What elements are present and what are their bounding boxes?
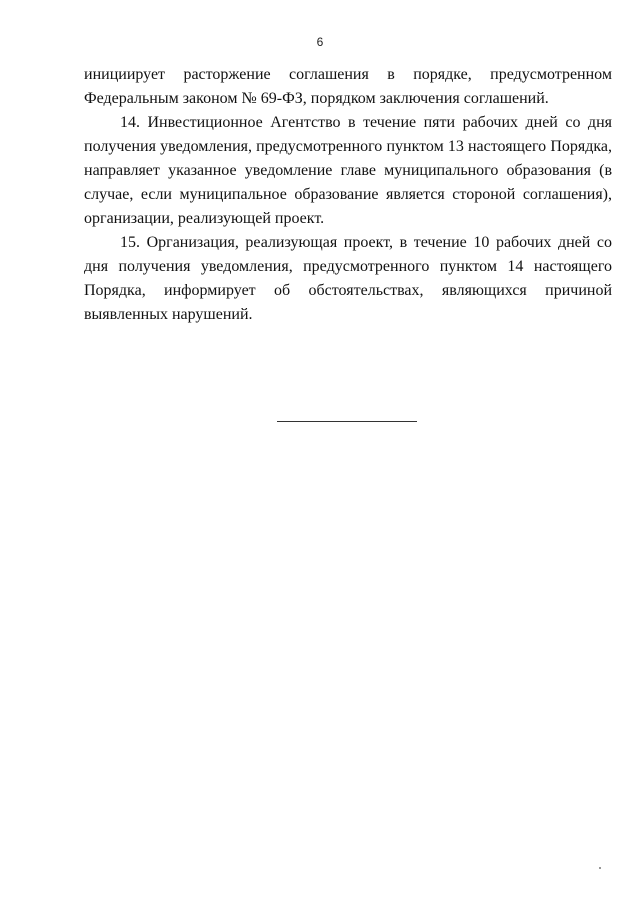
end-separator-line — [277, 421, 417, 422]
scan-speck — [599, 867, 601, 869]
paragraph-continuation: инициирует расторжение соглашения в порядке, предусмотренном Федеральным законом № 69-ФЗ, порядком заключения соглашений. — [84, 66, 612, 107]
paragraph-item-14: 14. Инвестиционное Агентство в течение пяти рабочих дней со дня получения уведомления, предусмотренного пунктом 13 настоящего Порядка, направляет указанное уведомление главе муниципального образования (в случае, если муниципальное образование является стороной соглашения), организации, реализующей проект. — [84, 114, 612, 227]
document-body — [84, 63, 612, 327]
paragraph-item-15: 15. Организация, реализующая проект, в течение 10 рабочих дней со дня получения уведомления, предусмотренного пунктом 14 настоящего Порядка, информирует об обстоятельствах, являющихся причиной выявленных нарушений. — [84, 234, 612, 323]
page-number: 6 — [316, 35, 324, 49]
